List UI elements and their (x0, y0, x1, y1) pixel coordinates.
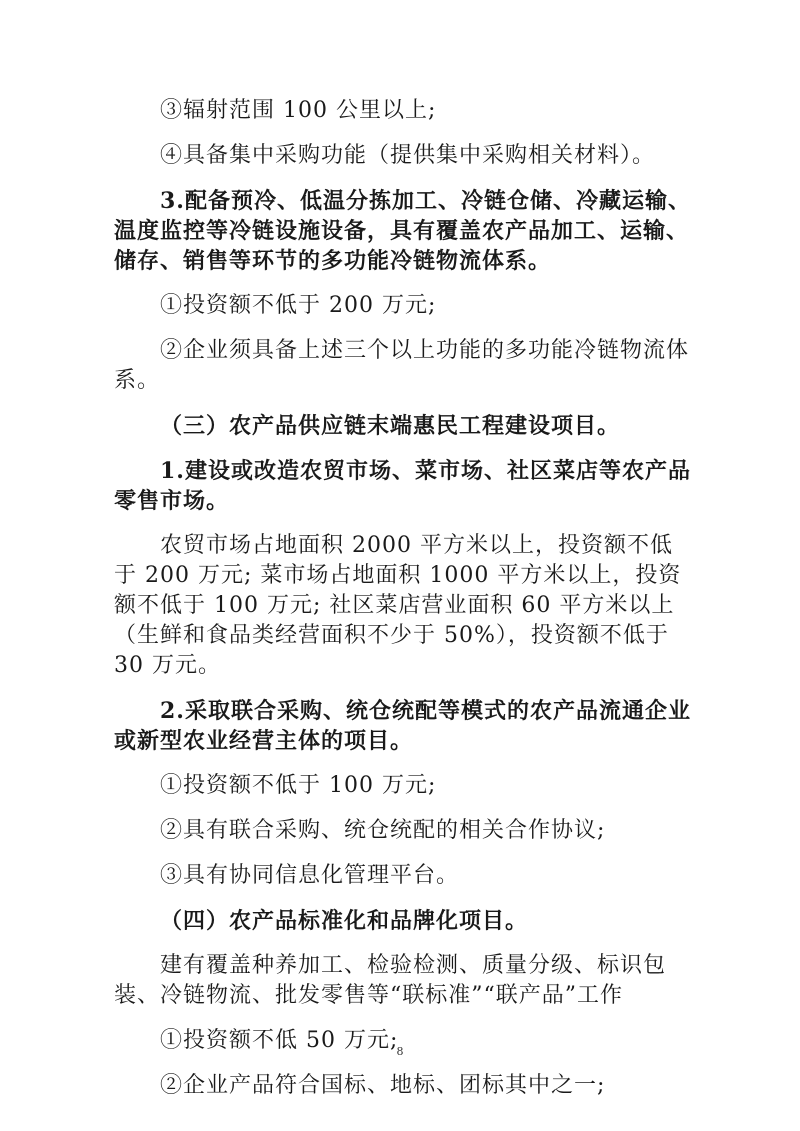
heading-cold-chain-equipment: 3.配备预冷、低温分拣加工、冷链仓储、冷藏运输、温度监控等冷链设施设备，具有覆盖农产品加工、运输、储存、销售等环节的多功能冷链物流体系。 (114, 188, 691, 274)
document-body (114, 96, 694, 1116)
heading-joint-purchasing: 2.采取联合采购、统仓统配等模式的农产品流通企业或新型农业经营主体的项目。 (114, 698, 691, 754)
paragraph-standards-compliance: ②企业产品符合国标、地标、团标其中之一; (160, 1073, 606, 1098)
heading-retail-markets: 1.建设或改造农贸市场、菜市场、社区菜店等农产品零售市场。 (114, 458, 691, 514)
paragraph-info-platform: ③具有协同信息化管理平台。 (160, 863, 460, 888)
paragraph-standardization: 建有覆盖种养加工、检验检测、质量分级、标识包装、冷链物流、批发零售等“联标准”“联产品”工作 (114, 953, 667, 1008)
section-heading-three: （三）农产品供应链末端惠民工程建设项目。 (160, 413, 621, 439)
page-number: 8 (396, 1045, 404, 1058)
paragraph-three-functions: ②企业须具备上述三个以上功能的多功能冷链物流体系。 (114, 338, 690, 393)
paragraph-investment-100: ①投资额不低于 100 万元; (160, 773, 437, 798)
paragraph-market-area: 农贸市场占地面积 2000 平方米以上，投资额不低于 200 万元; 菜市场占地面积 1000 平方米以上，投资额不低于 100 万元; 社区菜店营业面积 60 平方米以上（生鲜和食品类经营面积不少于 50%），投资额不低于 30 万元。 (114, 533, 682, 678)
paragraph-radius: ③辐射范围 100 公里以上; (160, 98, 437, 123)
section-heading-four: （四）农产品标准化和品牌化项目。 (160, 908, 529, 934)
paragraph-investment-200: ①投资额不低于 200 万元; (160, 293, 437, 318)
paragraph-cooperation-agreement: ②具有联合采购、统仓统配的相关合作协议; (160, 818, 606, 843)
paragraph-centralized-purchase: ④具备集中采购功能（提供集中采购相关材料）。 (160, 143, 656, 168)
paragraph-investment-50: ①投资额不低 50 万元; (160, 1028, 399, 1053)
